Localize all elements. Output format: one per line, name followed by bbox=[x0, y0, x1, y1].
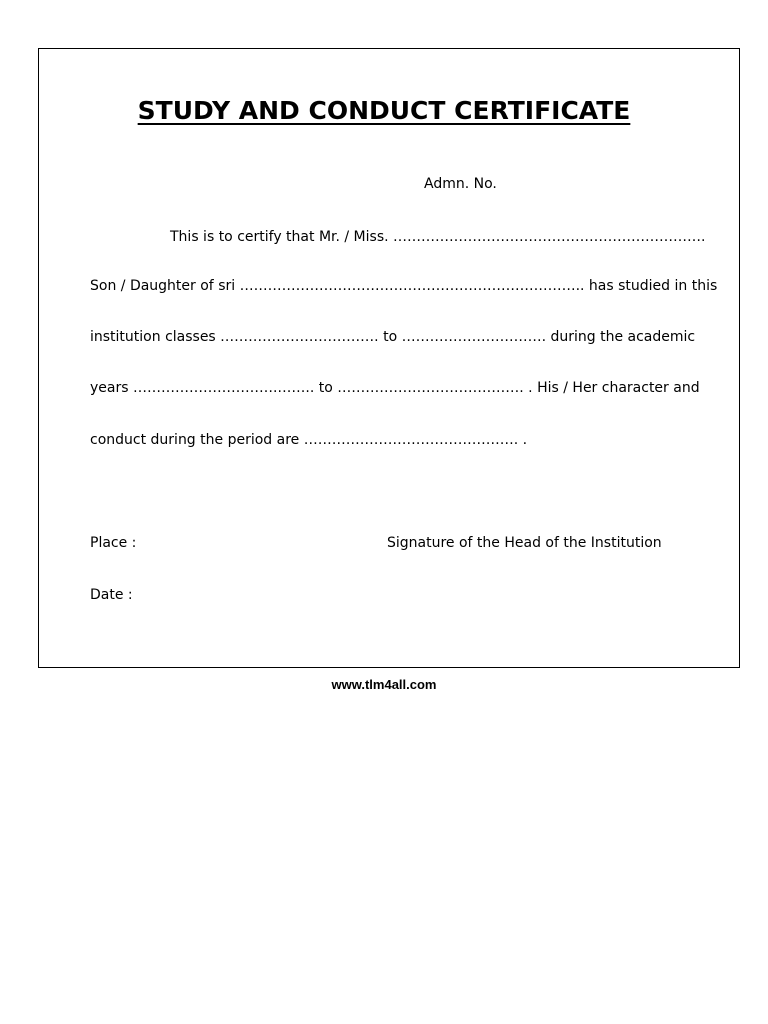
certificate-line-4: years ………………………….…….. to …………………………………. . His / Her character and bbox=[90, 380, 700, 396]
certificate-line-5: conduct during the period are ………………………………………. . bbox=[90, 432, 528, 448]
certificate-title: STUDY AND CONDUCT CERTIFICATE bbox=[137, 96, 631, 125]
admission-number-label: Admn. No. bbox=[424, 176, 497, 192]
signature-label: Signature of the Head of the Institution bbox=[387, 535, 662, 551]
place-label: Place : bbox=[90, 535, 137, 551]
certificate-line-1: This is to certify that Mr. / Miss. …………………………………………………………. bbox=[170, 229, 706, 245]
certificate-line-3: institution classes ……………………………. to …………………………. during the academic bbox=[90, 329, 696, 345]
certificate-line-2: Son / Daughter of sri ……………………………………………………………….. has studied in this bbox=[90, 278, 718, 294]
footer-website: www.tlm4all.com bbox=[331, 677, 437, 692]
date-label: Date : bbox=[90, 587, 133, 603]
certificate-border bbox=[38, 48, 740, 668]
